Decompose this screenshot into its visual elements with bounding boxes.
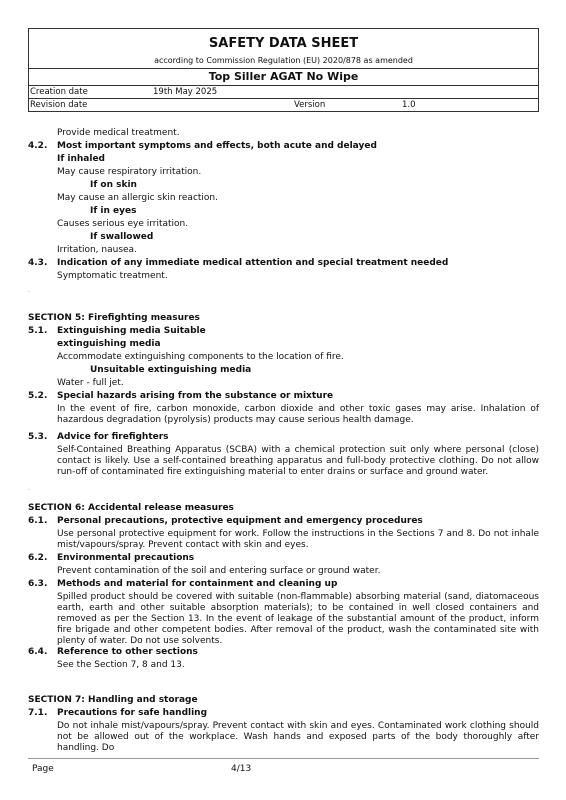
section-7-heading: SECTION 7: Handling and storage bbox=[28, 695, 198, 705]
body-paragraph: Use personal protective equipment for work. Follow the instructions in the Sections 7 and 8. Do not inhale mist/vapours/spray. Prevent contact with skin and eyes. bbox=[57, 529, 539, 550]
page-number: 4/13 bbox=[231, 764, 252, 774]
subsection-title: Personal precautions, protective equipment and emergency procedures bbox=[57, 516, 423, 526]
body-text: Water - full jet. bbox=[57, 378, 124, 388]
body-paragraph: In the event of fire, carbon monoxide, carbon dioxide and other toxic gases may arise. Inhalation of hazardous degradation (pyrolysis) products may cause serious health damage. bbox=[57, 404, 539, 425]
page-label: Page bbox=[32, 764, 54, 774]
subsection-title: Most important symptoms and effects, both acute and delayed bbox=[57, 141, 377, 151]
subsection-number: 6.4. bbox=[28, 647, 48, 657]
regulation-subtitle: according to Commission Regulation (EU) 2020/878 as amended bbox=[154, 56, 413, 65]
subsection-number: 6.1. bbox=[28, 516, 48, 526]
subsection-number: 4.3. bbox=[28, 258, 48, 268]
section-6-heading: SECTION 6: Accidental release measures bbox=[28, 503, 234, 513]
route-heading-skin: If on skin bbox=[90, 180, 137, 190]
body-text: Symptomatic treatment. bbox=[57, 271, 168, 281]
creation-row bbox=[29, 85, 538, 98]
subsection-title: Extinguishing media Suitable bbox=[57, 326, 206, 336]
unsuitable-media-heading: Unsuitable extinguishing media bbox=[90, 365, 252, 375]
subsection-title: Reference to other sections bbox=[57, 647, 198, 657]
subsection-title: Precautions for safe handling bbox=[57, 708, 208, 718]
route-text-skin: May cause an allergic skin reaction. bbox=[57, 193, 218, 203]
body-text: See the Section 7, 8 and 13. bbox=[57, 660, 185, 670]
route-text-eyes: Causes serious eye irritation. bbox=[57, 219, 189, 229]
body-paragraph: Self-Contained Breathing Apparatus (SCBA) with a chemical protection suit only where personal (close) contact is likely. Use a self-contained breathing apparatus and full-body protective clothing. Do not allow run-off of contaminated fire extinguishing material to enter drains or surface and ground water. bbox=[57, 445, 539, 477]
separator-mark: · bbox=[28, 289, 30, 296]
body-text: Accommodate extinguishing components to the location of fire. bbox=[57, 352, 344, 362]
subsection-title: Advice for firefighters bbox=[57, 432, 169, 442]
section-5-heading: SECTION 5: Firefighting measures bbox=[28, 313, 200, 323]
subsection-number: 5.2. bbox=[28, 391, 48, 401]
subsection-number: 6.3. bbox=[28, 579, 48, 589]
version-value: 1.0 bbox=[402, 100, 416, 110]
subsection-number: 5.3. bbox=[28, 432, 48, 442]
subsection-number: 6.2. bbox=[28, 553, 48, 563]
route-heading-swallowed: If swallowed bbox=[90, 232, 154, 242]
subsection-title: Special hazards arising from the substance or mixture bbox=[57, 391, 334, 401]
revision-date-label: Revision date bbox=[30, 100, 88, 110]
subsection-title-continued: extinguishing media bbox=[57, 339, 161, 349]
subsection-4-2-heading bbox=[28, 141, 539, 154]
subsection-5-1-heading bbox=[28, 326, 539, 339]
document-header bbox=[28, 28, 539, 112]
subsection-title: Methods and material for containment and cleaning up bbox=[57, 579, 338, 589]
route-text-swallowed: Irritation, nausea. bbox=[57, 245, 137, 255]
route-heading-inhaled: If inhaled bbox=[57, 154, 106, 164]
product-name: Top Siller AGAT No Wipe bbox=[29, 68, 538, 85]
subsection-6-3-heading bbox=[28, 579, 539, 592]
subsection-number: 7.1. bbox=[28, 708, 48, 718]
version-label: Version bbox=[294, 100, 326, 110]
subsection-5-2-heading bbox=[28, 391, 539, 404]
subsection-6-1-heading bbox=[28, 516, 539, 529]
route-text-inhaled: May cause respiratory irritation. bbox=[57, 167, 202, 177]
spacer bbox=[28, 673, 539, 695]
subsection-number: 5.1. bbox=[28, 326, 48, 336]
creation-date-value: 19th May 2025 bbox=[153, 87, 218, 97]
subsection-4-3-heading bbox=[28, 258, 539, 271]
body-text: Provide medical treatment. bbox=[57, 128, 180, 138]
revision-row bbox=[29, 98, 538, 111]
page-footer bbox=[28, 758, 539, 778]
separator-mark: · bbox=[28, 487, 30, 494]
subsection-number: 4.2. bbox=[28, 141, 48, 151]
document-body bbox=[28, 128, 539, 753]
body-text: Prevent contamination of the soil and entering surface or ground water. bbox=[57, 566, 381, 576]
subsection-6-4-heading bbox=[28, 647, 539, 660]
body-paragraph: Spilled product should be covered with suitable (non-flammable) absorbing material (sand, diatomaceous earth, earth and other suitable absorption materials); to be contained in well closed containers and removed as per the Section 13. In the event of leakage of the substantial amount of the product, inform fire brigade and other competent bodies. After removal of the product, wash the contaminated site with plenty of water. Do not use solvents. bbox=[57, 592, 539, 646]
subsection-6-2-heading bbox=[28, 553, 539, 566]
subsection-7-1-heading bbox=[28, 708, 539, 721]
body-paragraph: Do not inhale mist/vapours/spray. Prevent contact with skin and eyes. Contaminated work clothing should not be allowed out of the workplace. Wash hands and exposed parts of the body thoroughly after handling. Do bbox=[57, 721, 539, 753]
subsection-5-3-heading bbox=[28, 432, 539, 445]
route-heading-eyes: If in eyes bbox=[90, 206, 137, 216]
document-title: SAFETY DATA SHEET bbox=[208, 36, 359, 51]
subsection-title: Environmental precautions bbox=[57, 553, 195, 563]
subsection-title: Indication of any immediate medical attention and special treatment needed bbox=[57, 258, 449, 268]
creation-date-label: Creation date bbox=[30, 87, 88, 97]
